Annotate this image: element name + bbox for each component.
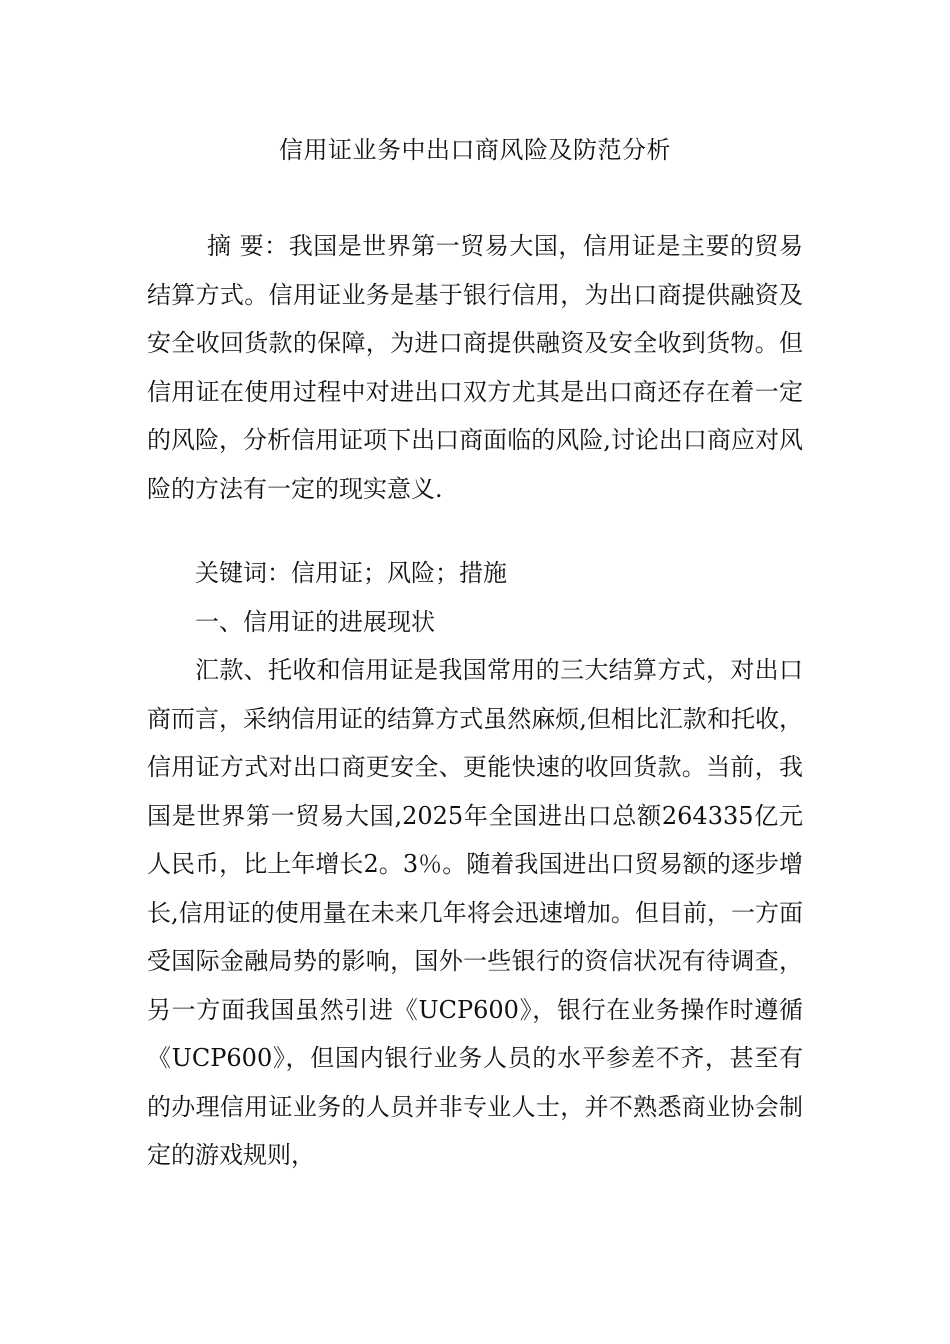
keywords-line: 关键词：信用证；风险；措施 bbox=[195, 559, 507, 587]
section-heading: 一、信用证的进展现状 bbox=[195, 608, 435, 636]
abstract-paragraph: 摘 要：我国是世界第一贸易大国，信用证是主要的贸易结算方式。信用证业务是基于银行信用，为出口商提供融资及安全收回货款的保障，为进口商提供融资及安全收到货物。但信用证在使用过程中对进出口双方尤其是出口商还存在着一定的风险，分析信用证项下出口商面临的风险,讨论出口商应对风险的方法有一定的现实意义. bbox=[147, 232, 803, 503]
body-paragraph: 汇款、托收和信用证是我国常用的三大结算方式，对出口商而言，采纳信用证的结算方式虽然麻烦,但相比汇款和托收，信用证方式对出口商更安全、更能快速的收回货款。当前，我国是世界第一贸易大国,2025年全国进出口总额264335亿元人民币，比上年增长2。3％。随着我国进出口贸易额的逐步增长,信用证的使用量在未来几年将会迅速增加。但目前，一方面受国际金融局势的影响，国外一些银行的资信状况有待调查，另一方面我国虽然引进《UCP600》，银行在业务操作时遵循《UCP600》，但国内银行业务人员的水平参差不齐，甚至有的办理信用证业务的人员并非专业人士，并不熟悉商业协会制定的游戏规则， bbox=[147, 656, 803, 1169]
page-title: 信用证业务中出口商风险及防范分析 bbox=[279, 136, 671, 164]
